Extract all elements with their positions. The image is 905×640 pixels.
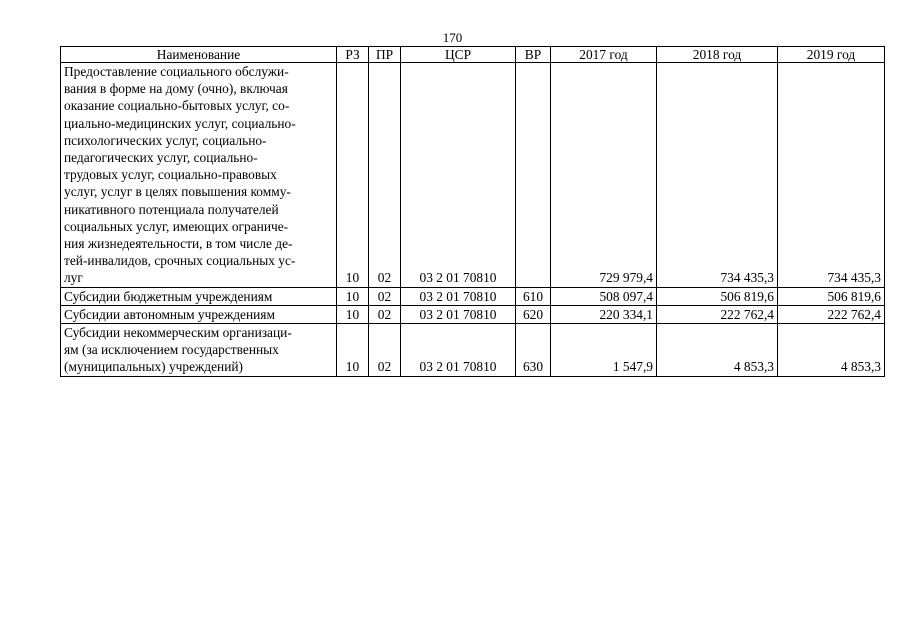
row-name-line: услуг, услуг в целях повышения комму- (64, 184, 291, 200)
row-csr: 03 2 01 70810 (401, 305, 516, 323)
row-2019: 506 819,6 (778, 287, 885, 305)
row-name (61, 305, 337, 323)
row-rz: 10 (337, 324, 369, 377)
row-vr: 620 (516, 305, 551, 323)
row-csr: 03 2 01 70810 (401, 287, 516, 305)
row-name-line: тей-инвалидов, срочных социальных ус- (64, 253, 296, 269)
row-name-line: (муниципальных) учреждений) (64, 359, 244, 375)
row-rz: 10 (337, 63, 369, 288)
row-name-line: оказание социально-бытовых услуг, со- (64, 98, 290, 114)
row-2018: 506 819,6 (657, 287, 778, 305)
header-vr: ВР (516, 47, 551, 63)
row-name (61, 287, 337, 305)
row-pr: 02 (369, 305, 401, 323)
row-name-line: ям (за исключением государственных (64, 342, 279, 358)
table-body (61, 63, 885, 377)
row-2017: 729 979,4 (551, 63, 657, 288)
row-name-line: вания в форме на дому (очно), включая (64, 81, 288, 97)
row-name-line: луг (64, 270, 83, 286)
table-row (61, 324, 885, 377)
row-2019: 734 435,3 (778, 63, 885, 288)
row-2018: 4 853,3 (657, 324, 778, 377)
row-name-line: социальных услуг, имеющих ограниче- (64, 218, 289, 234)
row-name-line: Субсидии автономным учреждениям (64, 306, 275, 322)
row-name-line: Субсидии некоммерческим организаци- (64, 325, 292, 341)
row-rz: 10 (337, 287, 369, 305)
table-row (61, 63, 885, 288)
row-name-line: трудовых услуг, социально-правовых (64, 167, 277, 183)
header-csr: ЦСР (401, 47, 516, 63)
table-header-row (61, 47, 885, 63)
row-csr: 03 2 01 70810 (401, 324, 516, 377)
header-2018: 2018 год (657, 47, 778, 63)
row-csr: 03 2 01 70810 (401, 63, 516, 288)
row-2019: 4 853,3 (778, 324, 885, 377)
row-name (61, 324, 337, 377)
row-pr: 02 (369, 287, 401, 305)
row-pr: 02 (369, 324, 401, 377)
row-name-line: психологических услуг, социально- (64, 132, 267, 148)
row-2018: 222 762,4 (657, 305, 778, 323)
header-2017: 2017 год (551, 47, 657, 63)
table-row (61, 305, 885, 323)
row-2017: 508 097,4 (551, 287, 657, 305)
row-name-line: педагогических услуг, социально- (64, 150, 258, 166)
row-2017: 1 547,9 (551, 324, 657, 377)
row-pr: 02 (369, 63, 401, 288)
row-2019: 222 762,4 (778, 305, 885, 323)
row-2017: 220 334,1 (551, 305, 657, 323)
header-2019: 2019 год (778, 47, 885, 63)
budget-table (60, 46, 885, 377)
row-name (61, 63, 337, 288)
header-name: Наименование (61, 47, 337, 63)
page-number: 170 (442, 30, 463, 45)
row-name-line: Субсидии бюджетным учреждениям (64, 288, 273, 304)
row-name-line: ния жизнедеятельности, в том числе де- (64, 236, 293, 252)
row-2018: 734 435,3 (657, 63, 778, 288)
row-name-line: Предоставление социального обслужи- (64, 64, 289, 79)
row-name-line: никативного потенциала получателей (64, 201, 279, 217)
row-vr: 610 (516, 287, 551, 305)
table-row (61, 287, 885, 305)
header-pr: ПР (369, 47, 401, 63)
row-rz: 10 (337, 305, 369, 323)
row-vr (516, 63, 551, 288)
header-rz: РЗ (337, 47, 369, 63)
row-name-line: циально-медицинских услуг, социально- (64, 115, 296, 131)
row-vr: 630 (516, 324, 551, 377)
